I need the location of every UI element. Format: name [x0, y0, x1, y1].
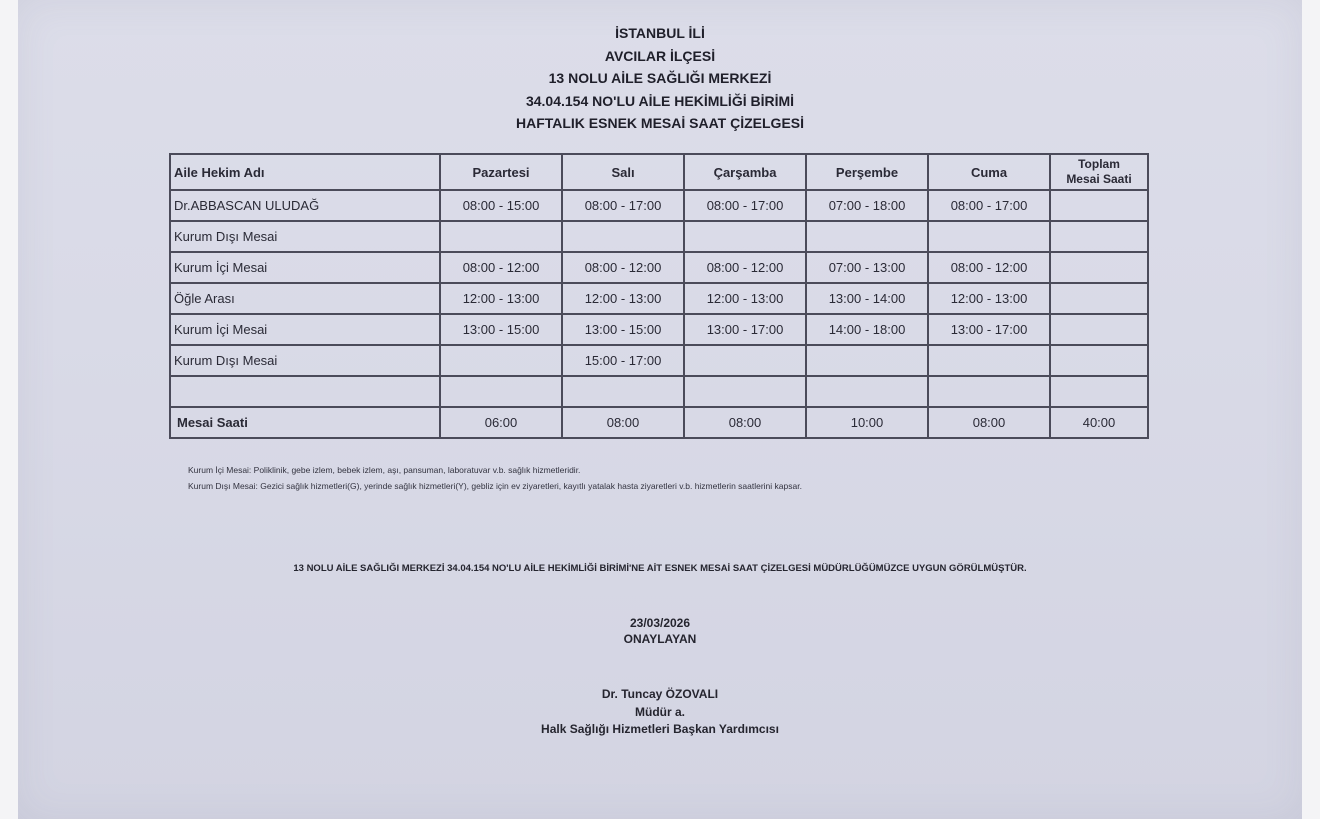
table-cell: 13:00 - 15:00 [440, 314, 562, 345]
table-cell [1050, 345, 1148, 376]
table-cell: 12:00 - 13:00 [562, 283, 684, 314]
table-row [170, 190, 1148, 221]
table-cell: Kurum Dışı Mesai [170, 221, 440, 252]
table-cell: Kurum Dışı Mesai [170, 345, 440, 376]
table-header-row [170, 154, 1148, 190]
signatory-title: Müdür a. [635, 704, 685, 719]
table-cell: 08:00 - 12:00 [928, 252, 1050, 283]
table-cell: 12:00 - 13:00 [440, 283, 562, 314]
table-cell [440, 221, 562, 252]
table-cell: 08:00 - 12:00 [684, 252, 806, 283]
table-cell [562, 376, 684, 407]
table-cell [684, 376, 806, 407]
table-cell: 07:00 - 18:00 [806, 190, 928, 221]
summary-tuesday: 08:00 [562, 407, 684, 438]
table-cell: 13:00 - 15:00 [562, 314, 684, 345]
table-cell: 08:00 - 12:00 [562, 252, 684, 283]
summary-thursday: 10:00 [806, 407, 928, 438]
signatory-name: Dr. Tuncay ÖZOVALI [601, 687, 719, 701]
column-header-wednesday: Çarşamba [684, 154, 806, 190]
approval-date: 23/03/2026 [629, 616, 691, 630]
approver-role: ONAYLAYAN [623, 632, 697, 646]
table-cell: 08:00 - 12:00 [440, 252, 562, 283]
table-cell: 14:00 - 18:00 [806, 314, 928, 345]
table-cell [1050, 376, 1148, 407]
approval-statement: 13 NOLU AİLE SAĞLIĞI MERKEZİ 34.04.154 NO'LU AİLE HEKİMLİĞİ BİRİMİ'NE AİT ESNEK MESAİ SAAT ÇİZELGESİ MÜDÜRLÜĞÜMÜZCE UYGUN GÖRÜLMÜŞTÜR. [293, 563, 1027, 574]
table-cell: 13:00 - 14:00 [806, 283, 928, 314]
summary-wednesday: 08:00 [684, 407, 806, 438]
schedule-table [169, 153, 1149, 439]
table-cell [806, 376, 928, 407]
table-cell [806, 221, 928, 252]
table-cell: 13:00 - 17:00 [928, 314, 1050, 345]
table-row [170, 252, 1148, 283]
table-cell [806, 345, 928, 376]
table-row [170, 376, 1148, 407]
summary-friday: 08:00 [928, 407, 1050, 438]
header-unit: 34.04.154 NO'LU AİLE HEKİMLİĞİ BİRİMİ [525, 92, 795, 109]
document-header [18, 22, 1302, 135]
column-header-monday: Pazartesi [440, 154, 562, 190]
table-cell [1050, 314, 1148, 345]
table-cell: 08:00 - 17:00 [562, 190, 684, 221]
signatory-block [18, 686, 1302, 739]
table-cell [170, 376, 440, 407]
table-cell: Kurum İçi Mesai [170, 252, 440, 283]
table-cell: 07:00 - 13:00 [806, 252, 928, 283]
table-cell [562, 221, 684, 252]
document-sheet [18, 0, 1302, 819]
column-header-total-line2: Mesai Saati [1066, 172, 1132, 186]
header-schedule-title: HAFTALIK ESNEK MESAİ SAAT ÇİZELGESİ [515, 115, 805, 131]
header-health-center: 13 NOLU AİLE SAĞLIĞI MERKEZİ [548, 70, 772, 86]
footnote-external: Kurum Dışı Mesai: Gezici sağlık hizmetleri(G), yerinde sağlık hizmetleri(Y), gebliz için ev ziyaretleri, kayıtlı yatalak hasta ziyaretleri v.b. hizmetlerin saatlerini kapsar. [188, 481, 802, 491]
footnotes [188, 462, 802, 494]
table-row [170, 221, 1148, 252]
table-cell: 13:00 - 17:00 [684, 314, 806, 345]
column-header-tuesday: Salı [562, 154, 684, 190]
table-cell [684, 345, 806, 376]
table-cell [928, 376, 1050, 407]
table-cell [440, 376, 562, 407]
table-cell [1050, 221, 1148, 252]
column-header-total-line1: Toplam [1078, 157, 1120, 171]
summary-total: 40:00 [1050, 407, 1148, 438]
table-cell: Öğle Arası [170, 283, 440, 314]
table-cell [928, 221, 1050, 252]
footnote-internal: Kurum İçi Mesai: Poliklinik, gebe izlem, bebek izlem, aşı, pansuman, laboratuvar v.b. sağlık hizmetleridir. [188, 465, 581, 475]
table-cell [684, 221, 806, 252]
table-row [170, 283, 1148, 314]
signatory-department: Halk Sağlığı Hizmetleri Başkan Yardımcısı [541, 722, 779, 736]
header-province: İSTANBUL İLİ [615, 25, 705, 41]
header-district: AVCILAR İLÇESİ [604, 47, 716, 64]
table-cell: 08:00 - 15:00 [440, 190, 562, 221]
approval-date-block [18, 615, 1302, 647]
table-cell: Kurum İçi Mesai [170, 314, 440, 345]
table-cell: 12:00 - 13:00 [684, 283, 806, 314]
table-cell [928, 345, 1050, 376]
table-row [170, 345, 1148, 376]
summary-row [170, 407, 1148, 438]
table-cell: 12:00 - 13:00 [928, 283, 1050, 314]
table-cell [440, 345, 562, 376]
table-cell: Dr.ABBASCAN ULUDAĞ [170, 190, 440, 221]
summary-monday: 06:00 [440, 407, 562, 438]
table-cell [1050, 283, 1148, 314]
table-row [170, 314, 1148, 345]
table-cell: 15:00 - 17:00 [562, 345, 684, 376]
table-cell [1050, 252, 1148, 283]
column-header-doctor: Aile Hekim Adı [170, 154, 440, 190]
table-cell [1050, 190, 1148, 221]
column-header-friday: Cuma [928, 154, 1050, 190]
table-cell: 08:00 - 17:00 [928, 190, 1050, 221]
column-header-total [1050, 154, 1148, 190]
column-header-thursday: Perşembe [806, 154, 928, 190]
summary-label: Mesai Saati [170, 407, 440, 438]
table-cell: 08:00 - 17:00 [684, 190, 806, 221]
